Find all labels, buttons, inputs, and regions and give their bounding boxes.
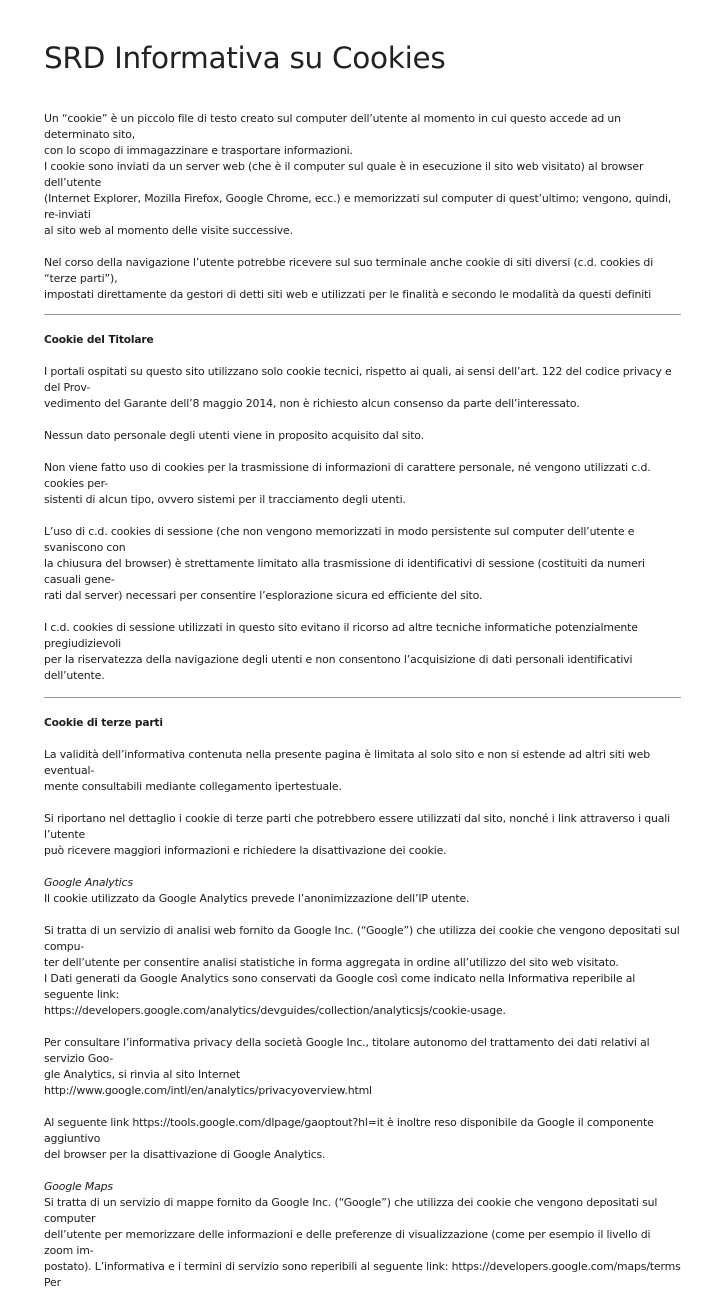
titolare-paragraph-2 [44,428,681,444]
text-line: I c.d. cookies di sessione utilizzati in questo sito evitano il ricorso ad altre tecniche informatiche potenzialmente pregiudizievoli [44,621,638,650]
text-line: può ricevere maggiori informazioni e richiedere la disattivazione dei cookie. [44,844,447,857]
maps-terms-link-line[interactable]: postato). L’informativa e i termini di servizio sono reperibili al seguente link: https://developers.google.com/maps/terms Per [44,1260,681,1289]
privacy-overview-link[interactable]: http://www.google.com/intl/en/analytics/privacyoverview.html [44,1084,372,1097]
text-line: gle Analytics, si rinvia al sito Internet [44,1068,241,1081]
google-analytics-block [44,875,681,907]
google-maps-title: Google Maps [44,1180,113,1193]
text-line: impostati direttamente da gestori di detti siti web e utilizzati per le finalità e secondo le modalità da questi definiti [44,288,652,301]
text-line: L’uso di c.d. cookies di sessione (che non vengono memorizzati in modo persistente sul computer dell’utente e svaniscono con [44,525,635,554]
page-title: SRD Informativa su Cookies [44,41,446,75]
intro-paragraph-1 [44,111,681,239]
text-line: Un “cookie” è un piccolo file di testo creato sul computer dell’utente al momento in cui questo accede ad un determinato sito, [44,112,621,141]
titolare-paragraph-3 [44,460,681,508]
text-line: mente consultabili mediante collegamento ipertestuale. [44,780,342,793]
google-analytics-title: Google Analytics [44,876,133,889]
text-line: Per consultare l’informativa privacy della società Google Inc., titolare autonomo del trattamento dei dati relativi al servizio Goo- [44,1036,650,1065]
titolare-paragraph-5 [44,620,681,684]
text-line: Nel corso della navigazione l’utente potrebbe ricevere sul suo terminale anche cookie di siti diversi (c.d. cookies di “terze parti”), [44,256,654,285]
text-line: per la riservatezza della navigazione degli utenti e non consentono l’acquisizione di dati personali identificativi dell’utente. [44,653,633,682]
text-line: Non viene fatto uso di cookies per la trasmissione di informazioni di carattere personale, né vengono utilizzati c.d. cookies per- [44,461,651,490]
google-maps-block [44,1179,681,1291]
text-line: Nessun dato personale degli utenti viene in proposito acquisito dal sito. [44,429,424,442]
text-line: la chiusura del browser) è strettamente limitato alla trasmissione di identificativi di sessione (costituiti da numeri casuali gene- [44,557,645,586]
terze-paragraph-2 [44,811,681,859]
text-line: sistenti di alcun tipo, ovvero sistemi per il tracciamento degli utenti. [44,493,406,506]
terze-paragraph-1 [44,747,681,795]
titolare-paragraph-1 [44,364,681,412]
text-line: Si tratta di un servizio di mappe fornito da Google Inc. (“Google”) che utilizza dei cookie che vengono depositati sul computer [44,1196,658,1225]
google-analytics-paragraph-2 [44,1035,681,1099]
google-analytics-paragraph-3 [44,1115,681,1163]
cookie-usage-link[interactable]: https://developers.google.com/analytics/devguides/collection/analyticsjs/cookie-usage. [44,1004,506,1017]
text-line: ter dell’utente per consentire analisi statistiche in forma aggregata in ordine all’utilizzo del sito web visitato. [44,956,619,969]
google-analytics-paragraph-1 [44,923,681,1019]
text-line: I Dati generati da Google Analytics sono conservati da Google così come indicato nella Informativa reperibile al seguente link: [44,972,636,1001]
text-line: La validità dell’informativa contenuta nella presente pagina è limitata al solo sito e non si estende ad altri siti web eventual- [44,748,650,777]
intro-paragraph-2 [44,255,681,303]
text-line: vedimento del Garante dell’8 maggio 2014, non è richiesto alcun consenso da parte dell’interessato. [44,397,580,410]
text-line: al sito web al momento delle visite successive. [44,224,293,237]
text-line: dell’utente per memorizzare delle informazioni e delle preferenze di visualizzazione (come per esempio il livello di zoom im- [44,1228,651,1257]
text-line: con lo scopo di immagazzinare e trasportare informazioni. [44,144,353,157]
text-line: I cookie sono inviati da un server web (che è il computer sul quale è in esecuzione il sito web visitato) al browser dell’utente [44,160,644,189]
section-divider [44,314,681,315]
text-line: rati dal server) necessari per consentire l’esplorazione sicura ed efficiente del sito. [44,589,483,602]
text-line: I portali ospitati su questo sito utilizzano solo cookie tecnici, rispetto ai quali, ai sensi dell’art. 122 del codice privacy e del Prov- [44,365,672,394]
text-line: (Internet Explorer, Mozilla Firefox, Google Chrome, ecc.) e memorizzati sul computer di quest’ultimo; vengono, quindi, re-inviati [44,192,672,221]
section-heading-titolare: Cookie del Titolare [44,334,154,346]
section-divider [44,697,681,698]
text-line: Si riportano nel dettaglio i cookie di terze parti che potrebbero essere utilizzati dal sito, nonché i link attraverso i quali l’utente [44,812,671,841]
text-line: Il cookie utilizzato da Google Analytics prevede l’anonimizzazione dell’IP utente. [44,892,470,905]
text-line: del browser per la disattivazione di Google Analytics. [44,1148,326,1161]
section-heading-terze-parti: Cookie di terze parti [44,717,163,729]
opt-out-link-line[interactable]: Al seguente link https://tools.google.com/dlpage/gaoptout?hl=it è inoltre reso disponibile da Google il componente aggiuntivo [44,1116,654,1145]
document-page [44,38,681,1307]
text-line: Si tratta di un servizio di analisi web fornito da Google Inc. (“Google”) che utilizza dei cookie che vengono depositati sul compu- [44,924,680,953]
titolare-paragraph-4 [44,524,681,604]
